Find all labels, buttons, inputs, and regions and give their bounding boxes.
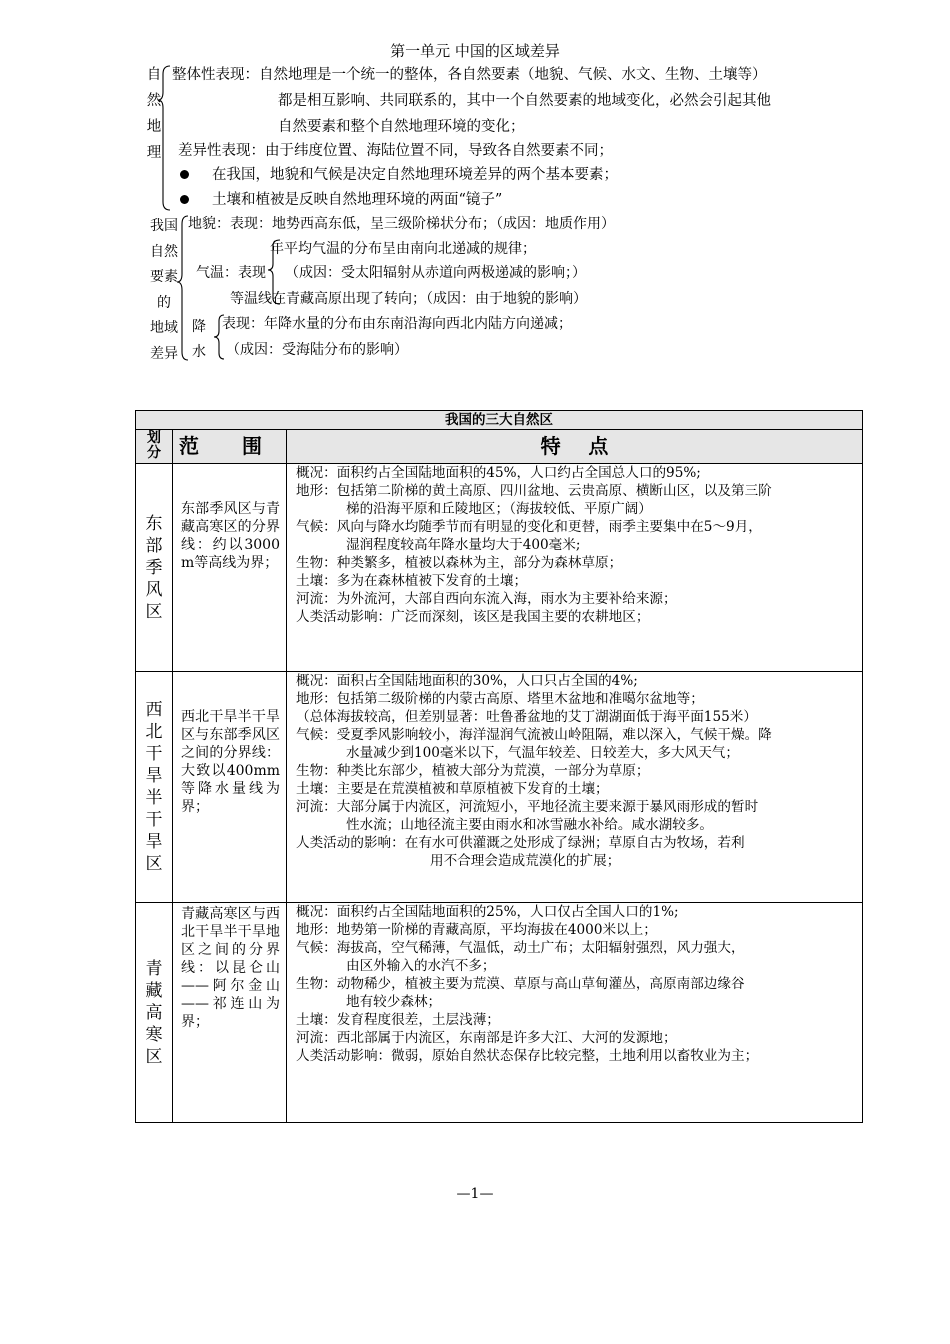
zone-range: 东部季风区与青藏高寒区的分界线：约以3000m等高线为界； <box>173 464 287 672</box>
precip-label: 降 水 <box>192 319 206 360</box>
header-features: 特 点 <box>287 430 863 464</box>
zone-features: 概况：面积占全国陆地面积的30%，人口只占全国的4%; 地形：包括第二级阶梯的内蒙古高原、塔里木盆地和准噶尔盆地等； （总体海拔较高，但差别显著：吐鲁番盆地的艾丁湖湖面低于海平面155米） 气候：受夏季风影响较小，海洋湿润气流被山岭阻隔，难以深入，气候干燥。降 水量减少到100毫米以下，气温年较差、日较差大，多大风天气； 生物：种类比东部少，植被大部分为荒漠，一部分为草原； 土壤：主要是在荒漠植被和草原植被下发育的土壤； 河流：大部分属于内流区，河流短小，平地径流主要来源于暴风雨形成的暂时 性水流；山地径流主要由雨水和冰雪融水补给。咸水湖较多。 人类活动的影响：在有水可供灌溉之处形成了绿洲；草原自古为牧场，若利 用不合理会造成荒漠化的扩展； <box>287 672 863 903</box>
table-row <box>136 903 863 1123</box>
table-caption: 我国的三大自然区 <box>136 411 863 430</box>
whole-line-2: 都是相互影响、共同联系的，其中一个自然要素的地域变化，必然会引起其他 <box>278 93 771 109</box>
header-range: 范 围 <box>173 430 287 464</box>
whole-line-1: 整体性表现：自然地理是一个统一的整体，各自然要素（地貌、气候、水文、生物、土壤等） <box>172 67 767 83</box>
zone-name: 青藏高寒区 <box>136 903 173 1123</box>
side-label-ziran-dili: 自 然 地 理 <box>146 67 162 161</box>
zone-features: 概况：面积约占全国陆地面积的45%，人口约占全国总人口的95%; 地形：包括第二阶梯的黄土高原、四川盆地、云贵高原、横断山区，以及第三阶 梯的沿海平原和丘陵地区；（海拔较低、平原广阔） 气候：风向与降水均随季节而有明显的变化和更替，雨季主要集中在5～9月， 湿润程度较高年降水量均大于400毫米; 生物：种类繁多，植被以森林为主，部分为森林草原； 土壤：多为在森林植被下发育的土壤； 河流：为外流河，大部自西向东流入海，雨水为主要补给来源； 人类活动影响：广泛而深刻，该区是我国主要的农耕地区； <box>287 464 863 672</box>
zone-features: 概况：面积约占全国陆地面积的25%，人口仅占全国人口的1%; 地形：地势第一阶梯的青藏高原，平均海拔在4000米以上； 气候：海拔高，空气稀薄，气温低，动土广布；太阳辐射强烈，风力强大， 由区外输入的水汽不多； 生物：动物稀少，植被主要为荒漠、草原与高山草甸灌丛，高原南部边缘谷 地有较少森林； 土壤：发育程度很差，土层浅薄； 河流：西北部属于内流区，东南部是许多大江、大河的发源地； 人类活动影响：微弱，原始自然状态保存比较完整，土地利用以畜牧业为主； <box>287 903 863 1123</box>
zone-name: 东部季风区 <box>136 464 173 672</box>
temp-label: 气温：表现 <box>196 265 266 281</box>
page-number: —1— <box>456 1186 494 1202</box>
zone-range: 青藏高寒区与西北干旱半干旱地区之间的分界线：以昆仑山——阿尔金山——祁连山为界； <box>173 903 287 1123</box>
bullet-text-2: 土壤和植被是反映自然地理环境的两面“镜子” <box>212 192 503 208</box>
bullet-icon <box>180 195 189 204</box>
whole-line-3: 自然要素和整个自然地理环境的变化； <box>278 119 525 135</box>
bullet-icon <box>180 170 189 179</box>
natural-zones-table <box>135 410 863 1123</box>
side-label-regional: 我国 自然 要素 的 地域 差异 <box>150 218 178 362</box>
temp-line-3: 等温线在青藏高原出现了转向；（成因：由于地貌的影响） <box>230 291 587 307</box>
temp-line-1: 年平均气温的分布呈由南向北递减的规律； <box>270 241 536 257</box>
page-title: 第一单元 中国的区域差异 <box>390 42 560 60</box>
zone-range: 西北干旱半干旱区与东部季风区之间的分界线：大致以400mm等降水量线为界； <box>173 672 287 903</box>
header-division: 划分 <box>136 430 173 464</box>
table-row <box>136 464 863 672</box>
bullet-text-1: 在我国，地貌和气候是决定自然地理环境差异的两个基本要素； <box>212 167 618 183</box>
temp-line-2: （成因：受太阳辐射从赤道向两极递减的影响；） <box>285 265 586 281</box>
zone-name: 西北干旱半干旱区 <box>136 672 173 903</box>
table-row <box>136 672 863 903</box>
brace-regional <box>176 214 190 364</box>
landform-line: 地貌：表现：地势西高东低，呈三级阶梯状分布；（成因：地质作用） <box>188 216 615 232</box>
precip-line-2: （成因：受海陆分布的影响） <box>226 342 408 358</box>
brace-ziran-dili <box>158 64 172 214</box>
precip-line-1: 表现：年降水量的分布由东南沿海向西北内陆方向递减； <box>222 316 572 332</box>
diff-line: 差异性表现：由于纬度位置、海陆位置不同，导致各自然要素不同； <box>178 143 613 159</box>
